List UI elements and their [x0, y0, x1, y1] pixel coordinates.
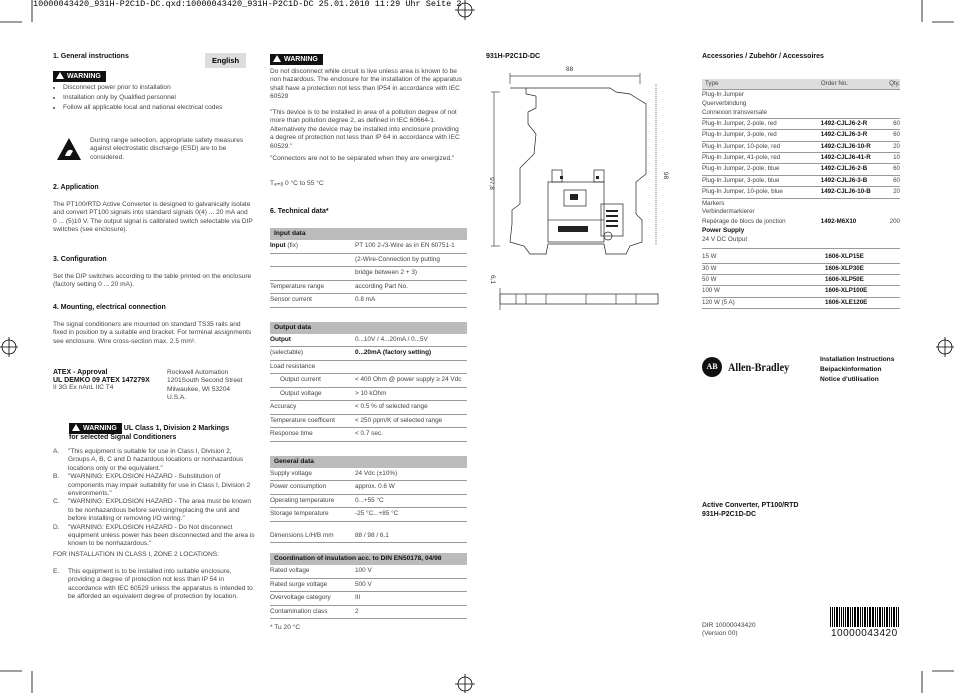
table-row: Overvoltage category III	[270, 592, 467, 606]
pollution-text: "This device is to be installed in area of a pollution degree of not more than pollution degree 2, as defined in IEC 60664-1. Alternatively the device may be installed into enclosure providing a degree of protection not less than IP 64 in accordance with IEC 60529."	[270, 109, 460, 150]
barcode-number: 10000043420	[831, 628, 898, 639]
list-item: B. "WARNING: EXPLOSION HAZARD - Substitution of components may impair suitability for use in Class I, Division 2 environments."	[53, 473, 251, 498]
address-line: Rockwell Automation	[167, 369, 229, 376]
address-line: Milwaukee, WI 53204	[167, 385, 231, 393]
table-row: 120 W (5 A) 1606-XLE120E	[702, 298, 900, 309]
registration-mark-right	[936, 337, 954, 357]
jumper-group-label: Plug-In Jumper Querverbindung Connexion transversale	[702, 91, 900, 118]
barcode-bar	[832, 607, 833, 627]
table-row: Input (fix) PT 100 2-/3-Wire as in EN 60751-1	[270, 240, 467, 254]
table-row: Power consumption approx. 0.6 W	[270, 481, 467, 495]
barcode-bar	[889, 607, 890, 627]
barcode-bar	[834, 607, 835, 627]
tech-data-heading: 6. Technical data*	[270, 208, 329, 215]
barcode-bar	[886, 607, 888, 627]
barcode-bar	[830, 607, 831, 627]
barcode-bar	[852, 607, 853, 627]
table-row: 15 W 1606-XLP15E	[702, 252, 900, 263]
barcode-bar	[839, 607, 840, 627]
table-row: Plug-In Jumper, 10-pole, red 1492-CJLJ6-10-R 20	[702, 142, 900, 153]
table-row: Plug-In Jumper, 2-pole, red 1492-CJLJ6-2-R 60	[702, 119, 900, 130]
barcode-bar	[862, 607, 863, 627]
zone-heading: FOR INSTALLATION IN CLASS I, ZONE 2 LOCATIONS:	[53, 551, 219, 558]
warning-badge: WARNING	[53, 71, 106, 82]
accessories-heading: Accessories / Zubehör / Accessoires	[702, 53, 824, 60]
dim-width-label: 88	[566, 66, 574, 73]
table-row: bridge between 2 + 3)	[270, 267, 467, 281]
table-row: Storage temperature -25 °C...+85 °C	[270, 508, 467, 522]
markers-label: Markers Verbindermarkierer	[702, 199, 755, 216]
list-item: • Disconnect power prior to installation	[63, 83, 263, 93]
atex-line: UL DEMKO 09 ATEX 147279X	[53, 377, 150, 384]
address-line: U.S.A.	[167, 394, 187, 402]
registration-mark-top	[455, 0, 475, 20]
brand-name: Allen-Bradley	[728, 360, 790, 374]
device-drawing	[486, 64, 676, 314]
esd-text: During range selection, appropriate safety measures against electrostatic discharge (ESD) are to be considered.	[90, 137, 244, 161]
list-item: C. "WARNING: EXPLOSION HAZARD - The area must be known to be nonhazardous before servicing/replacing the unit and before installing or removing I/O wiring."	[53, 498, 251, 523]
registration-mark-left	[0, 337, 18, 357]
table-row: Repérage de blocs de jonction 1492-M6X10 200	[702, 217, 900, 225]
tech-data-table	[270, 228, 467, 619]
table-row: Output 0...10V / 4...20mA / 0...5V	[270, 334, 467, 348]
power-supply-label: Power Supply 24 V DC Output	[702, 227, 900, 249]
list-item: • Installation only by Qualified personnel	[63, 93, 263, 103]
barcode-bar	[857, 607, 859, 627]
table-row: (2-Wire-Connection by putting	[270, 254, 467, 268]
table-row: 50 W 1606-XLP50E	[702, 275, 900, 286]
table-row: Output current < 400 Ohm @ power supply ≥ 24 Vdc	[270, 374, 467, 388]
barcode-bar	[845, 607, 846, 627]
table-row: Plug-In Jumper, 10-pole, blue 1492-CJLJ6-10-B 20	[702, 187, 900, 198]
barcode-bar	[869, 607, 871, 627]
table-row: Contamination class 2	[270, 606, 467, 620]
barcode-bar	[847, 607, 849, 627]
table-row: Operating temperature 0...+55 °C	[270, 495, 467, 509]
footnote: * Tu 20 °C	[270, 624, 301, 631]
barcode-bar	[875, 607, 876, 627]
barcode-bar	[879, 607, 881, 627]
table-section-header: Output data	[270, 322, 467, 334]
allen-bradley-logo-icon: AB	[702, 357, 722, 377]
table-row: 100 W 1606-XLP100E	[702, 286, 900, 297]
connectors-text: "Connectors are not to be separated when they are energized."	[270, 155, 455, 162]
esd-icon	[56, 137, 82, 161]
atex-line: II 3G Ex nAnL IIC T4	[53, 384, 114, 391]
disconnect-text: Do not disconnect while circuit is live unless area is known to be non hazardous. The enclosure for the installation of the apparatus shall have a protection not less than IP54 in accordance with IEC 60529	[270, 68, 462, 101]
ul-list	[53, 448, 255, 549]
barcode-bar	[841, 607, 842, 627]
configuration-text: Set the DIP switches according to the table printed on the enclosure (factory setting 0 ... 20 mA).	[53, 273, 252, 289]
barcode-bar	[884, 607, 885, 627]
general-instructions-heading: 1. General instructions	[53, 53, 129, 60]
barcode-bar	[898, 607, 899, 627]
table-row: Temperature range according Part No.	[270, 281, 467, 295]
table-row: Sensor current 0.8 mA	[270, 294, 467, 308]
registration-mark-bottom	[455, 674, 475, 693]
print-slug: 10000043420_931H-P2C1D-DC.qxd:10000043420_931H-P2C1D-DC 25.01.2010 11:29 Uhr Seite 2	[33, 0, 462, 9]
table-row: Accuracy < 0.5 % of selected range	[270, 401, 467, 415]
barcode-bar	[850, 607, 851, 627]
table-row: Load resistance	[270, 361, 467, 375]
accessories-table	[702, 79, 900, 309]
table-row: 30 W 1606-XLP30E	[702, 264, 900, 275]
table-row: Response time < 0.7 sec.	[270, 428, 467, 442]
barcode-bar	[877, 607, 878, 627]
address-line: 1201South Second Street	[167, 377, 243, 385]
table-spacer	[270, 522, 467, 530]
table-row: (selectable) 0...20mA (factory setting)	[270, 347, 467, 361]
barcode-bar	[893, 607, 895, 627]
barcode-bar	[864, 607, 866, 627]
barcode	[830, 607, 900, 629]
barcode-bar	[843, 607, 844, 627]
table-row: Rated surge voltage 500 V	[270, 579, 467, 593]
ul-heading: WARNING UL Class 1, Division 2 Markings for selected Signal Conditioners	[69, 425, 230, 441]
mounting-text: The signal conditioners are mounted on standard TS35 rails and fixed in position by a suitable end bracket. For terminal assignments see enclosure. Wire cross-section max. 2.5 mm².	[53, 321, 252, 345]
warning-icon	[273, 55, 281, 62]
table-row: Plug-In Jumper, 3-pole, blue 1492-CJLJ6-3-B 60	[702, 176, 900, 187]
application-text: The PT100/RTD Active Converter is designed to galvanically isolate and convert PT100 signals into standard signals 0(4) ... 20 mA and 0 ... (5)10 V. The output signal is calibrated switch selectable via DIP switches (see enclosure).	[53, 201, 253, 234]
barcode-bar	[836, 607, 838, 627]
table-row: Plug-In Jumper, 2-pole, blue 1492-CJLJ6-2-B 60	[702, 164, 900, 175]
barcode-bar	[854, 607, 856, 627]
configuration-heading: 3. Configuration	[53, 256, 107, 263]
table-row: Plug-In Jumper, 41-pole, red 1492-CJLJ6-41-R 10	[702, 153, 900, 164]
application-heading: 2. Application	[53, 184, 99, 191]
barcode-bar	[872, 607, 874, 627]
warning-icon	[72, 424, 80, 431]
install-titles: Installation Instructions Beipackinformation Notice d'utilisation	[820, 356, 895, 383]
barcode-bar	[867, 607, 868, 627]
dim-total-label: 98	[662, 171, 670, 180]
table-row: Plug-In Jumper, 3-pole, red 1492-CJLJ6-3-R 60	[702, 130, 900, 141]
table-row: Dimensions L/H/B mm 88 / 98 / 6.1	[270, 530, 467, 544]
table-row: Temperature coefficent < 250 ppm/K of selected range	[270, 415, 467, 429]
dim-depth-label: 6,1	[489, 274, 497, 285]
table-section-header: Input data	[270, 228, 467, 240]
dim-height-label: 97,8	[487, 177, 495, 190]
barcode-bar	[896, 607, 897, 627]
barcode-bar	[891, 607, 892, 627]
barcode-bar	[882, 607, 883, 627]
list-item: D. "WARNING: EXPLOSION HAZARD - Do Not disconnect equipment unless power has been disconnected and the area is known to be nonhazardous."	[53, 523, 255, 548]
list-item: A. "This equipment is suitable for use in Class I, Division 2, Groups A, B, C and D hazardous locations or nonhazardous locations only or the equivalent."	[53, 448, 244, 472]
table-row: Supply voltage 24 Vdc (±10%)	[270, 468, 467, 482]
general-bullets	[53, 83, 263, 113]
list-item: E. This equipment is to be installed into suitable enclosure, providing a degree of protection not less than IP 54 in accordance with IEC 60529 unless the apparatus is intended to be afforded an equivalent degree of protection by location.	[53, 568, 253, 601]
warning-icon	[56, 72, 64, 79]
language-tab: English	[205, 53, 246, 68]
ambient-temp: Tₐₘᵦ 0 °C to 55 °C	[270, 180, 324, 187]
table-section-header: General data	[270, 456, 467, 468]
table-header-row: Type Order No. Qty.	[702, 79, 900, 90]
address-block	[167, 369, 257, 403]
product-title: Active Converter, PT100/RTD 931H-P2C1D-DC	[702, 502, 799, 518]
barcode-bar	[860, 607, 861, 627]
mounting-heading: 4. Mounting, electrical connection	[53, 304, 166, 311]
table-row: Rated voltage 100 V	[270, 565, 467, 579]
atex-line: ATEX - Approval	[53, 369, 108, 376]
list-item: • Follow all applicable local and national electrical codes	[63, 103, 263, 113]
dir-number: DIR 10000043420 (Version 00)	[702, 622, 756, 638]
warning-badge: WARNING	[270, 54, 323, 65]
table-row: Output voltage > 10 kOhm	[270, 388, 467, 402]
atex-block	[53, 369, 163, 392]
drawing-title: 931H-P2C1D-DC	[486, 53, 541, 60]
table-section-header: Coordination of insulation acc. to DIN EN50178, 04/98	[270, 553, 467, 565]
